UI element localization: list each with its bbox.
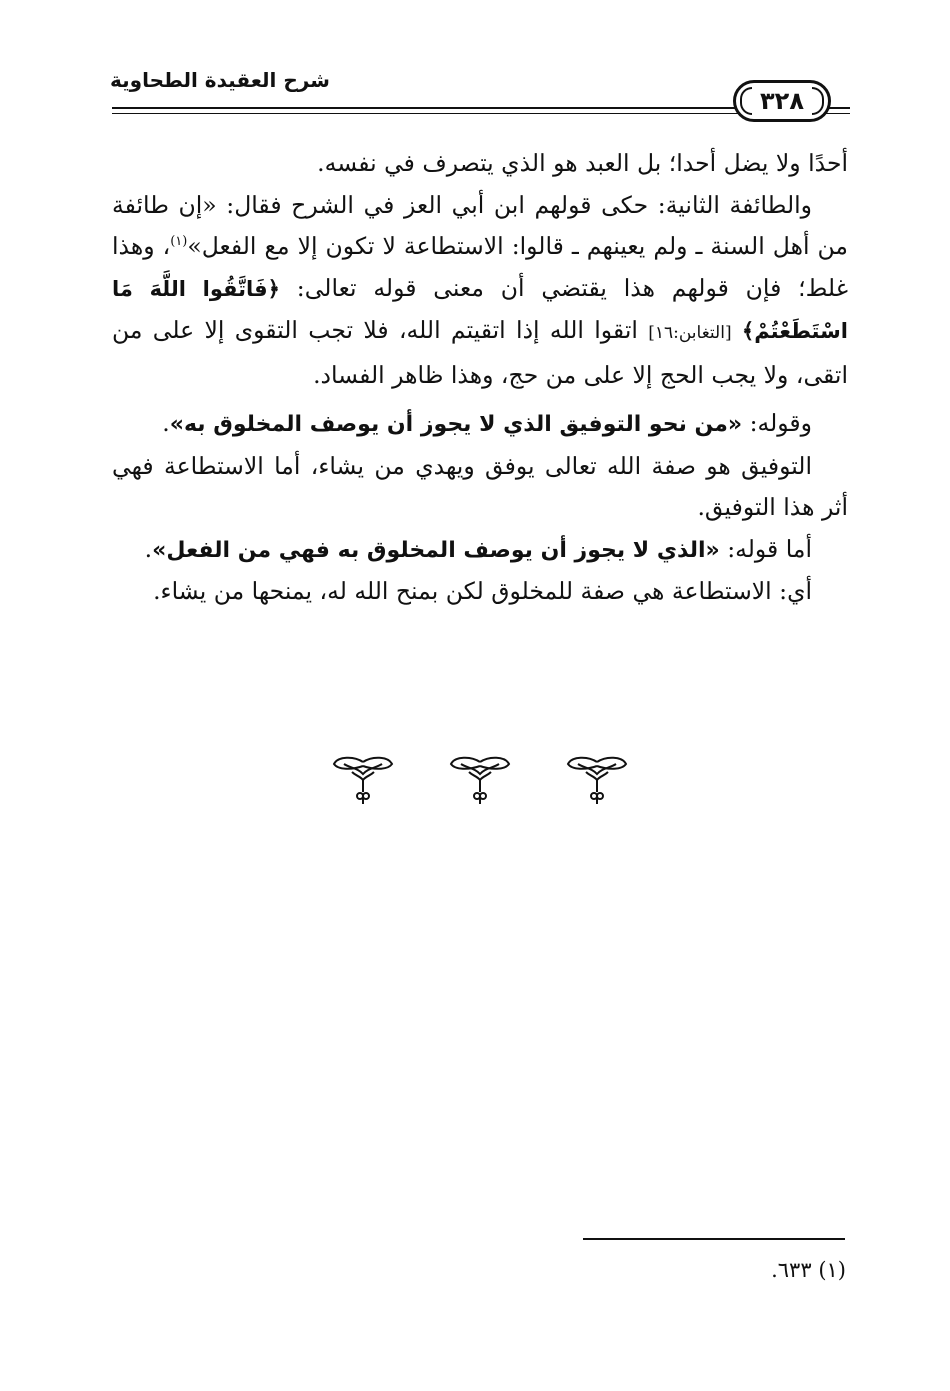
footnote-reference[interactable]: (١) <box>170 234 188 250</box>
verse-citation: [التغابن:١٦] <box>648 323 732 343</box>
paragraph-4: التوفيق هو صفة الله تعالى يوفق ويهدي من يشاء، أما الاستطاعة فهي أثر هذا التوفيق. <box>112 451 848 521</box>
paragraph-6: أي: الاستطاعة هي صفة للمخلوق لكن بمنح الله له، يمنحها من يشاء. <box>153 577 812 605</box>
page-number: ٣٢٨ <box>760 87 804 115</box>
footnote-text: ٦٣٣. <box>771 1258 812 1282</box>
main-text <box>112 143 848 613</box>
footnote-separator <box>583 1238 845 1240</box>
paragraph-5: أما قوله: «الذي لا يجوز أن يوصف المخلوق به فهي من الفعل». <box>144 534 812 563</box>
paragraph-1: أحدًا ولا يضل أحدا؛ بل العبد هو الذي يتصرف في نفسه. <box>317 149 848 177</box>
paragraph-3: وقوله: «من نحو التوفيق الذي لا يجوز أن يوصف المخلوق به». <box>162 409 812 437</box>
footnote <box>546 1258 846 1282</box>
floral-ornament-icon <box>447 754 513 806</box>
footnote-marker: (١) <box>818 1258 846 1282</box>
running-header-title: شرح العقيدة الطحاوية <box>110 68 330 92</box>
quoted-text: «الذي لا يجوز أن يوصف المخلوق به فهي من الفعل» <box>152 537 720 563</box>
floral-ornament-icon <box>564 754 630 806</box>
quran-verse: ﴿فَاتَّقُوا اللَّهَ مَا اسْتَطَعْتُمْ﴾ <box>112 276 848 343</box>
quoted-text: «من نحو التوفيق الذي لا يجوز أن يوصف المخلوق به» <box>169 412 743 437</box>
page-number-badge <box>733 80 831 122</box>
section-ornament <box>330 750 630 810</box>
floral-ornament-icon <box>330 754 396 806</box>
paragraph-2: والطائفة الثانية: حكى قولهم ابن أبي العز في الشرح فقال: «إن طائفة من أهل السنة ـ ولم يعينهم ـ قالوا: الاستطاعة لا تكون إلا مع الفعل»$^{(١)}$، وهذا غلط؛ فإن قولهم هذا يقتضي أن معنى قوله تعالى: ﴿فَاتَّقُوا اللَّهَ مَا اسْتَطَعْتُمْ﴾ [التغابن:١٦] اتقوا الله إذا اتقيتم الله، فلا تجب التقوى إلا على من اتقى، ولا يجب الحج إلا على من حج، وهذا ظاهر الفساد. <box>112 190 848 389</box>
